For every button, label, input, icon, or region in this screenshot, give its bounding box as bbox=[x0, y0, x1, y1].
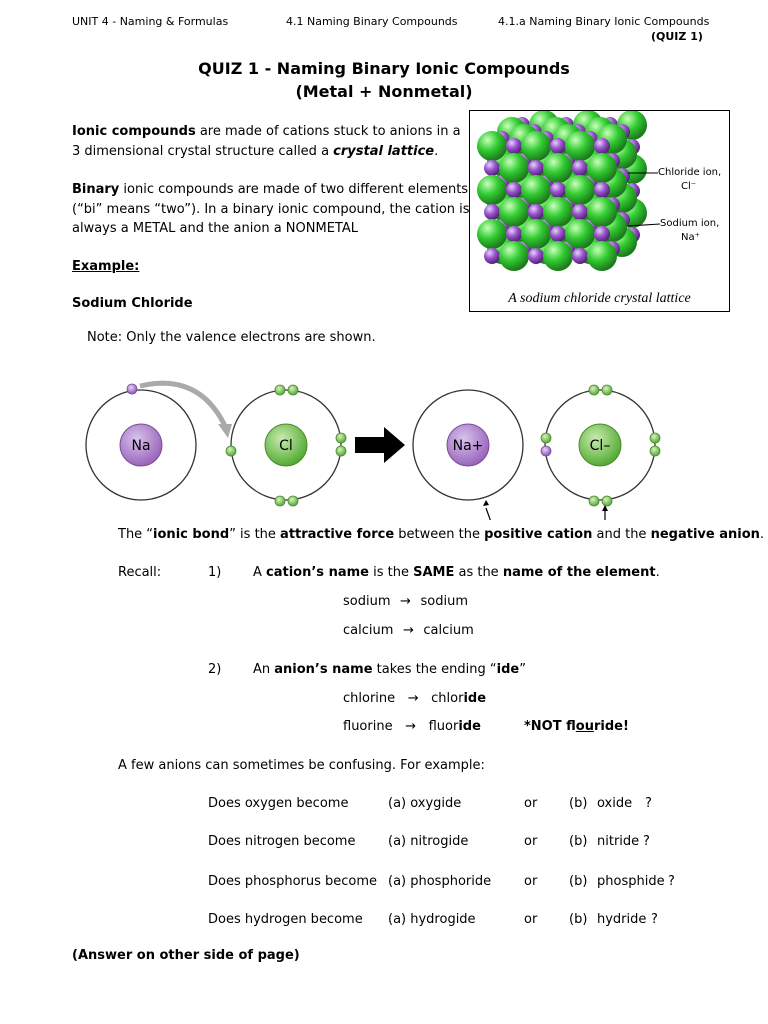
arrow-icon: → bbox=[405, 719, 417, 734]
example-from: chlorine bbox=[343, 691, 396, 706]
header-section: 4.1 Naming Binary Compounds bbox=[286, 15, 458, 28]
rule-1 bbox=[253, 565, 660, 580]
sodium-ion-sphere bbox=[572, 248, 588, 264]
chloride-ion-sphere bbox=[587, 241, 617, 271]
cl-ion-symbol: Cl– bbox=[589, 438, 611, 454]
option-b-letter: (b) bbox=[569, 874, 588, 889]
cation-pointer bbox=[486, 508, 491, 520]
sodium-ion-sphere bbox=[528, 248, 544, 264]
ionic-bond-term: ionic bond bbox=[153, 527, 230, 542]
example-stem: fluor bbox=[428, 719, 459, 734]
sodium-ion-sphere bbox=[550, 226, 566, 242]
transfer-arrowhead bbox=[218, 424, 232, 438]
sodium-ion-sphere bbox=[550, 182, 566, 198]
note-text: *NOT fl bbox=[524, 719, 576, 734]
or-text: or bbox=[524, 874, 538, 889]
cation-example-calcium bbox=[343, 623, 474, 638]
example-suffix: ide bbox=[463, 691, 487, 706]
arrow-icon: → bbox=[400, 594, 411, 609]
na-ion-symbol: Na+ bbox=[452, 438, 484, 454]
na-symbol: Na bbox=[131, 438, 151, 454]
intro-text: 3 dimensional crystal structure called a bbox=[72, 144, 334, 159]
ide-term: ide bbox=[496, 662, 520, 677]
option-a: (a) nitrogide bbox=[388, 834, 469, 849]
sodium-ion-sphere bbox=[594, 226, 610, 242]
rule-text: . bbox=[655, 565, 660, 580]
sodium-ion-sphere bbox=[506, 138, 522, 154]
chloride-ion-sphere bbox=[565, 219, 595, 249]
or-text: or bbox=[524, 796, 538, 811]
sodium-ion-sphere bbox=[550, 138, 566, 154]
example-suffix: ide bbox=[458, 719, 481, 734]
sentence-text: and the bbox=[592, 527, 651, 542]
sodium-ion-sphere bbox=[572, 160, 588, 176]
lattice-figure bbox=[469, 110, 730, 312]
negative-anion-term: negative anion bbox=[650, 527, 760, 542]
question-text: Does oxygen become bbox=[208, 796, 349, 811]
chloride-label: Chloride ion, bbox=[658, 167, 722, 178]
sodium-ion-sphere bbox=[484, 160, 500, 176]
example-from: calcium bbox=[343, 623, 394, 638]
valence-note: Note: Only the valence electrons are shown. bbox=[87, 330, 376, 345]
example-from: sodium bbox=[343, 594, 391, 609]
question-mark: ? bbox=[668, 874, 675, 889]
chloride-ion-sphere bbox=[587, 197, 617, 227]
same-term: SAME bbox=[413, 565, 455, 580]
option-b: nitride bbox=[597, 834, 640, 849]
rule-text: as the bbox=[454, 565, 503, 580]
element-name-term: name of the element bbox=[502, 565, 656, 580]
confusing-intro: A few anions can sometimes be confusing. For example: bbox=[118, 758, 485, 773]
example-to: sodium bbox=[420, 594, 468, 609]
question-mark: ? bbox=[651, 912, 658, 927]
sodium-ion-sphere bbox=[506, 182, 522, 198]
rule-text: takes the ending “ bbox=[372, 662, 497, 677]
cation-example-sodium bbox=[343, 594, 468, 609]
option-a: (a) hydrogide bbox=[388, 912, 476, 927]
option-a: (a) phosphoride bbox=[388, 874, 492, 889]
chloride-ion-sphere bbox=[587, 153, 617, 183]
electron-transfer-diagram bbox=[0, 380, 768, 520]
recall-label: Recall: bbox=[118, 565, 162, 580]
anion-name-term: anion’s name bbox=[274, 662, 373, 677]
question-mark: ? bbox=[645, 796, 652, 811]
binary-line-1 bbox=[72, 182, 468, 197]
or-text: or bbox=[524, 834, 538, 849]
sodium-label: Sodium ion, bbox=[660, 218, 720, 229]
example-heading: Example: bbox=[72, 259, 140, 274]
ionic-compounds-term: Ionic compounds bbox=[72, 124, 196, 139]
rule-text: A bbox=[253, 565, 267, 580]
sodium-ion-sphere bbox=[528, 160, 544, 176]
intro-line-2 bbox=[72, 144, 438, 159]
cation-name-term: cation’s name bbox=[266, 565, 369, 580]
option-b-letter: (b) bbox=[569, 796, 588, 811]
cl-symbol: Cl bbox=[279, 438, 293, 454]
anion-example-fluorine bbox=[343, 719, 481, 734]
option-b-letter: (b) bbox=[569, 912, 588, 927]
intro-line-1 bbox=[72, 124, 461, 139]
ionic-bond-sentence bbox=[118, 527, 764, 542]
lattice-caption: A sodium chloride crystal lattice bbox=[508, 291, 691, 306]
binary-line-2: (“bi” means “two”). In a binary ionic compound, the cation is bbox=[72, 202, 470, 217]
option-b-letter: (b) bbox=[569, 834, 588, 849]
intro-text: are made of cations stuck to anions in a bbox=[195, 124, 461, 139]
chloride-ion-sphere bbox=[543, 241, 573, 271]
page-subtitle: (Metal + Nonmetal) bbox=[295, 82, 473, 101]
sentence-text: between the bbox=[394, 527, 485, 542]
crystal-lattice-term: crystal lattice bbox=[333, 144, 435, 159]
note-underline: ou bbox=[575, 719, 594, 734]
chloride-ion-sphere bbox=[565, 175, 595, 205]
footer-note: (Answer on other side of page) bbox=[72, 948, 300, 963]
rule-1-number: 1) bbox=[208, 565, 222, 580]
chloride-ion-sphere bbox=[499, 241, 529, 271]
binary-text: ionic compounds are made of two different elements bbox=[119, 182, 469, 197]
sodium-ion-sphere bbox=[594, 138, 610, 154]
chloride-ion-sphere bbox=[499, 153, 529, 183]
chloride-ion-sphere bbox=[521, 175, 551, 205]
chloride-ion-sphere bbox=[543, 153, 573, 183]
page-title: QUIZ 1 - Naming Binary Ionic Compounds bbox=[198, 59, 570, 78]
or-text: or bbox=[524, 912, 538, 927]
sentence-text: ” is the bbox=[229, 527, 281, 542]
chloride-ion-sphere bbox=[477, 175, 507, 205]
option-a: (a) oxygide bbox=[388, 796, 462, 811]
lattice-illustration bbox=[470, 111, 729, 311]
rule-2 bbox=[253, 662, 526, 677]
sentence-text: The “ bbox=[118, 527, 154, 542]
chloride-ion-sphere bbox=[521, 219, 551, 249]
na-valence-electron bbox=[127, 384, 137, 394]
sodium-ion-sphere bbox=[528, 204, 544, 220]
rule-text: ” bbox=[519, 662, 526, 677]
chloride-ion-sphere bbox=[521, 131, 551, 161]
reaction-arrow bbox=[355, 427, 405, 463]
not-flouride-note bbox=[524, 719, 629, 734]
intro-text: . bbox=[434, 144, 439, 159]
rule-text: An bbox=[253, 662, 275, 677]
chloride-ion-sphere bbox=[477, 219, 507, 249]
question-text: Does nitrogen become bbox=[208, 834, 356, 849]
chloride-symbol: Cl⁻ bbox=[681, 181, 697, 192]
question-text: Does phosphorus become bbox=[208, 874, 378, 889]
header-quiz: (QUIZ 1) bbox=[651, 30, 703, 43]
sodium-ion-sphere bbox=[506, 226, 522, 242]
sodium-ion-sphere bbox=[484, 204, 500, 220]
anion-example-chlorine bbox=[343, 691, 486, 706]
chloride-ion-sphere bbox=[499, 197, 529, 227]
sodium-ion-sphere bbox=[594, 182, 610, 198]
option-b: oxide bbox=[597, 796, 633, 811]
chloride-ion-sphere bbox=[543, 197, 573, 227]
rule-text: is the bbox=[368, 565, 414, 580]
rule-2-number: 2) bbox=[208, 662, 222, 677]
example-to: calcium bbox=[423, 623, 474, 638]
transfer-arrow bbox=[140, 383, 226, 428]
attractive-force-term: attractive force bbox=[280, 527, 395, 542]
compound-name: Sodium Chloride bbox=[72, 296, 193, 311]
header-unit: UNIT 4 - Naming & Formulas bbox=[72, 15, 229, 28]
note-text: ride! bbox=[593, 719, 629, 734]
chloride-ion-sphere bbox=[565, 131, 595, 161]
example-stem: chlor bbox=[431, 691, 464, 706]
header-topic: 4.1.a Naming Binary Ionic Compounds bbox=[498, 15, 710, 28]
example-from: fluorine bbox=[343, 719, 393, 734]
sentence-text: . bbox=[759, 527, 765, 542]
arrow-icon: → bbox=[407, 691, 419, 706]
option-b: hydride bbox=[597, 912, 647, 927]
sodium-ion-sphere bbox=[572, 204, 588, 220]
sodium-symbol: Na⁺ bbox=[681, 232, 700, 243]
option-b: phosphide bbox=[597, 874, 665, 889]
chloride-ion-sphere bbox=[477, 131, 507, 161]
question-text: Does hydrogen become bbox=[208, 912, 363, 927]
question-mark: ? bbox=[643, 834, 650, 849]
sodium-ion-sphere bbox=[484, 248, 500, 264]
binary-line-3: always a METAL and the anion a NONMETAL bbox=[72, 221, 358, 236]
arrow-icon: → bbox=[402, 623, 414, 638]
positive-cation-term: positive cation bbox=[484, 527, 593, 542]
binary-term: Binary bbox=[72, 182, 120, 197]
